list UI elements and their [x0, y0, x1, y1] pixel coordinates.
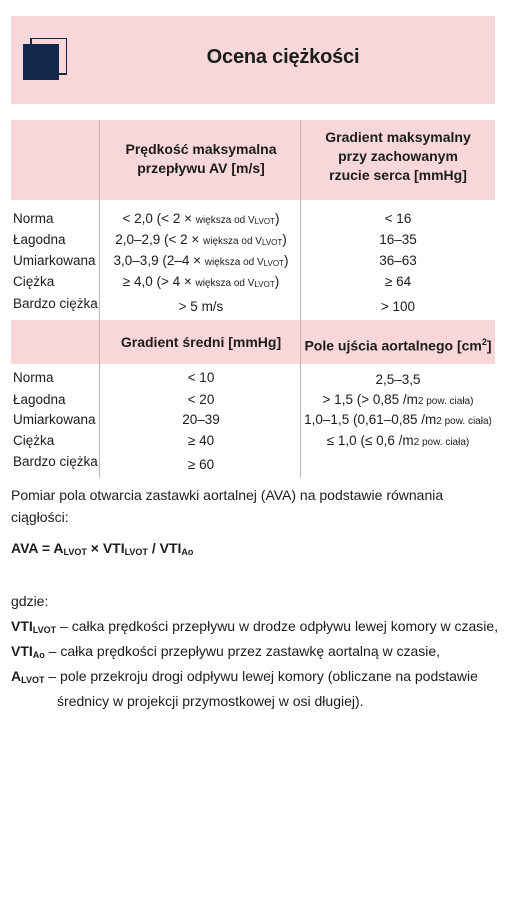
row-value-area: 1,0–1,5 (0,61–0,85 /m2 pow. ciała)	[304, 412, 492, 427]
square-stack-icon	[23, 38, 67, 80]
severity-table-area	[11, 320, 495, 478]
row-value-area: 2,5–3,5	[375, 372, 421, 387]
row-label: Norma	[13, 211, 54, 226]
row-label: Umiarkowana	[13, 253, 96, 268]
row-label: Łagodna	[13, 232, 66, 247]
row-value-mean-gradient: < 20	[187, 392, 215, 407]
ava-description: Pomiar pola otwarcia zastawki aortalnej (AVA) na podstawie równania ciągłości:	[11, 487, 444, 525]
row-label: Norma	[13, 370, 54, 385]
row-value-area: > 1,5 (> 0,85 /m2 pow. ciała)	[322, 392, 474, 407]
row-value-gradient: 36–63	[379, 253, 417, 268]
row-value-mean-gradient: ≥ 40	[187, 433, 215, 448]
definition-vti-ao: VTIAo – całka prędkości przepływu przez zastawkę aortalną w czasie,	[11, 643, 441, 660]
definition-a-lvot: ALVOT – pole przekroju drogi odpływu lewej komory (obliczane na podstawie	[11, 668, 478, 685]
row-label: Bardzo ciężka	[13, 296, 98, 311]
row-value-mean-gradient: ≥ 60	[187, 457, 215, 472]
row-value-gradient: > 100	[380, 299, 416, 314]
section-header	[11, 16, 495, 104]
row-label: Bardzo ciężka	[13, 454, 98, 469]
page-title: Ocena ciężkości	[206, 46, 360, 68]
row-value-gradient: ≥ 64	[384, 274, 412, 289]
header-mean-gradient: Gradient średni [mmHg]	[120, 334, 282, 350]
row-value-velocity: 2,0–2,9 (< 2 × większa od VLVOT)	[115, 232, 287, 247]
row-label: Umiarkowana	[13, 412, 96, 427]
row-value-area: ≤ 1,0 (≤ 0,6 /m2 pow. ciała)	[326, 433, 470, 448]
severity-table-velocity	[11, 120, 495, 320]
header-max-gradient: Gradient maksymalny przy zachowanym rzucie serca [mmHg]	[325, 129, 471, 183]
row-label: Ciężka	[13, 433, 55, 448]
row-value-mean-gradient: 20–39	[182, 412, 220, 427]
row-value-velocity: > 5 m/s	[178, 299, 224, 314]
row-value-velocity: ≥ 4,0 (> 4 × większa od VLVOT)	[122, 274, 280, 289]
row-value-mean-gradient: < 10	[187, 370, 215, 385]
header-valve-area: Pole ujścia aortalnego $[cm^2]$	[304, 337, 492, 354]
ava-formula: AVA = ALVOT × VTILVOT / VTIAo	[11, 540, 194, 557]
row-value-velocity: 3,0–3,9 (2–4 × większa od VLVOT)	[113, 253, 289, 268]
gdzie-label: gdzie:	[11, 593, 49, 609]
row-label: Łagodna	[13, 392, 66, 407]
row-value-gradient: < 16	[384, 211, 412, 226]
row-value-gradient: 16–35	[379, 232, 417, 247]
row-label: Ciężka	[13, 274, 55, 289]
definition-vti-lvot: VTILVOT – całka prędkości przepływu w drodze odpływu lewej komory w czasie,	[11, 618, 499, 635]
row-value-velocity: < 2,0 (< 2 × większa od VLVOT)	[122, 211, 280, 226]
header-velocity: Prędkość maksymalna przepływu AV [m/s]	[125, 141, 277, 176]
definition-a-lvot-continued: średnicy w projekcji przymostkowej w osi długiej).	[57, 693, 364, 709]
